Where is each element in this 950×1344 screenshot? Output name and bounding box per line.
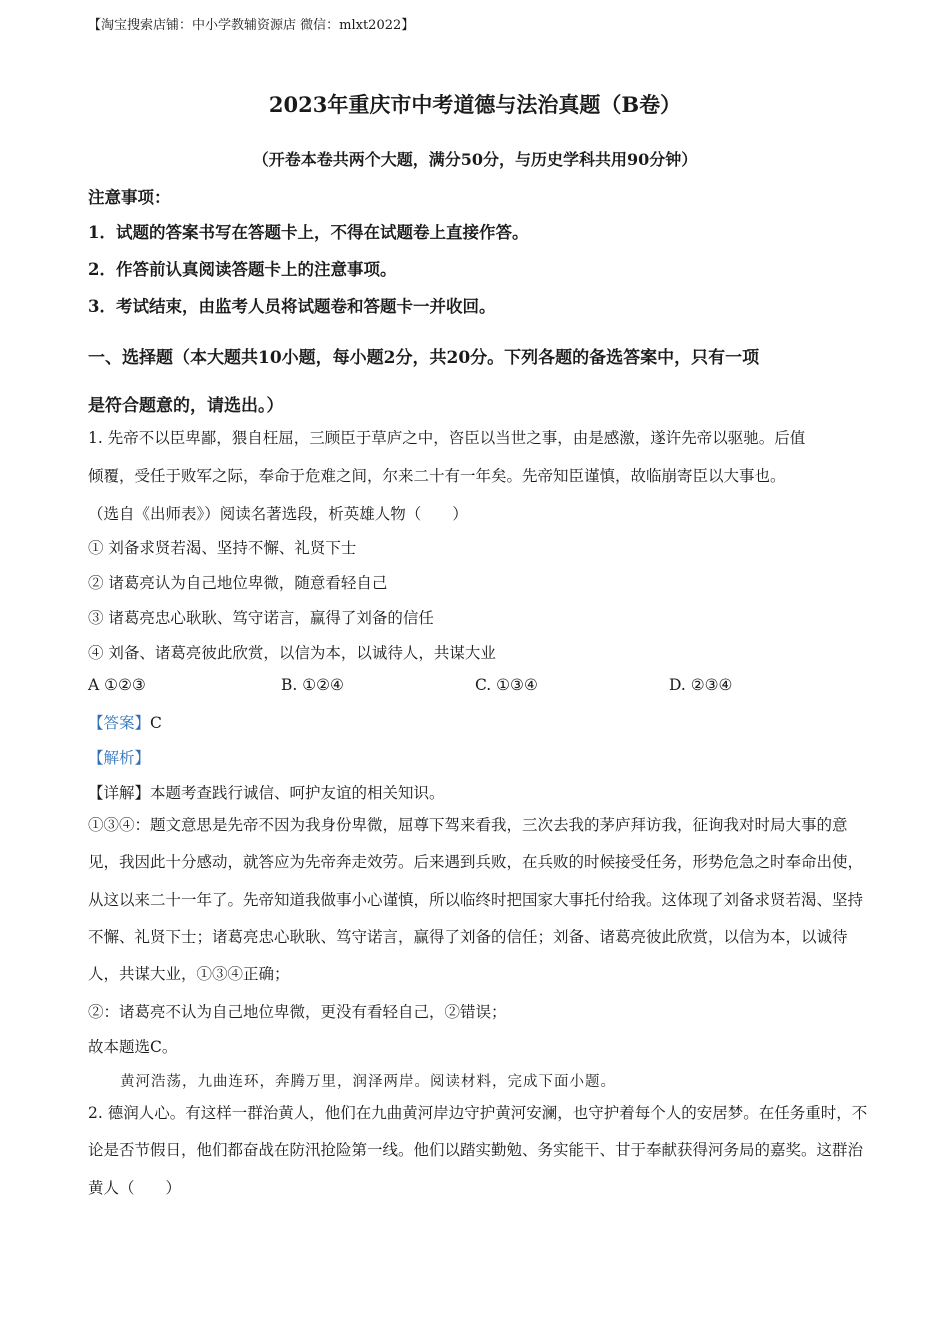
notice-item: 1．试题的答案书写在答题卡上，不得在试题卷上直接作答。: [88, 223, 529, 242]
q1-statement: ① 刘备求贤若渴、坚持不懈、礼贤下士: [88, 539, 357, 557]
answer-value: C: [150, 714, 162, 732]
q1-option-d: D. ②③④: [669, 676, 733, 694]
q1-explanation: ①③④：题文意思是先帝不因为我身份卑微，屈尊下驾来看我，三次去我的茅庐拜访我，征询我对时局大事的意见，我因此十分感动，就答应为先帝奔走效劳。后来遇到兵败，在兵败的时候接受任务，形势危急之时奉命出使，从这以来二十一年了。先帝知道我做事小心谨慎，所以临终时把国家大事托付给我。这体现了刘备求贤若渴、坚持不懈、礼贤下士；诸葛亮忠心耿耿、笃守诺言，赢得了刘备的信任；刘备、诸葛亮彼此欣赏，以信为本，以诚待人，共谋大业，①③④正确；: [88, 816, 864, 984]
material-intro: 黄河浩荡，九曲连环，奔腾万里，润泽两岸。阅读材料，完成下面小题。: [120, 1074, 616, 1090]
q1-explanation-2: ②：诸葛亮不认为自己地位卑微，更没有看轻自己，②错误；: [88, 1003, 507, 1021]
notice-item: 2．作答前认真阅读答题卡上的注意事项。: [88, 260, 397, 279]
page-title: 2023年重庆市中考道德与法治真题（B卷）: [268, 92, 682, 117]
section-heading-line2: 是符合题意的，请选出。）: [88, 396, 284, 416]
q1-option-b: B. ①②④: [281, 676, 344, 694]
q1-option-c: C. ①③④: [475, 676, 538, 694]
q1-statement: ③ 诸葛亮忠心耿耿、笃守诺言，赢得了刘备的信任: [88, 609, 434, 627]
q1-stem-line: 1. 先帝不以臣卑鄙，猥自枉屈，三顾臣于草庐之中，咨臣以当世之事，由是感激，遂许先帝以驱驰。后值: [88, 429, 806, 447]
q2-stem: 2. 德润人心。有这样一群治黄人，他们在九曲黄河岸边守护黄河安澜，也守护着每个人的安居梦。在任务重时，不论是否节假日，他们都奋战在防汛抢险第一线。他们以踏实勤勉、务实能干、甘于奉献获得河务局的嘉奖。这群治黄人（ ）: [88, 1104, 868, 1197]
notice-heading: 注意事项：: [88, 188, 171, 207]
answer-label: 【答案】: [88, 714, 151, 732]
q1-conclusion: 故本题选C。: [88, 1038, 178, 1056]
section-heading-line1: 一、选择题（本大题共10小题，每小题2分，共20分。下列各题的备选答案中，只有一项: [88, 348, 760, 368]
q1-stem-line: 倾覆，受任于败军之际，奉命于危难之间，尔来二十有一年矣。先帝知臣谨慎，故临崩寄臣以大事也。: [88, 467, 786, 485]
q1-statement: ④ 刘备、诸葛亮彼此欣赏，以信为本，以诚待人，共谋大业: [88, 644, 496, 662]
q1-stem-line: （选自《出师表》）阅读名著选段，析英雄人物（ ）: [88, 505, 468, 523]
q1-answer: [88, 711, 162, 733]
analysis-label: 【解析】: [88, 749, 151, 767]
q1-detail: [88, 781, 445, 803]
q1-statement: ② 诸葛亮认为自己地位卑微，随意看轻自己: [88, 574, 388, 592]
notice-item: 3．考试结束，由监考人员将试题卷和答题卡一并收回。: [88, 297, 496, 316]
q1-option-a: A ①②③: [88, 676, 146, 694]
detail-text: 本题考查践行诚信、呵护友谊的相关知识。: [150, 784, 445, 802]
detail-label: 【详解】: [88, 784, 151, 802]
page-subtitle: （开卷本卷共两个大题，满分50分，与历史学科共用90分钟）: [252, 150, 698, 169]
header-note: 【淘宝搜索店铺：中小学教辅资源店 微信：mlxt2022】: [88, 18, 415, 33]
